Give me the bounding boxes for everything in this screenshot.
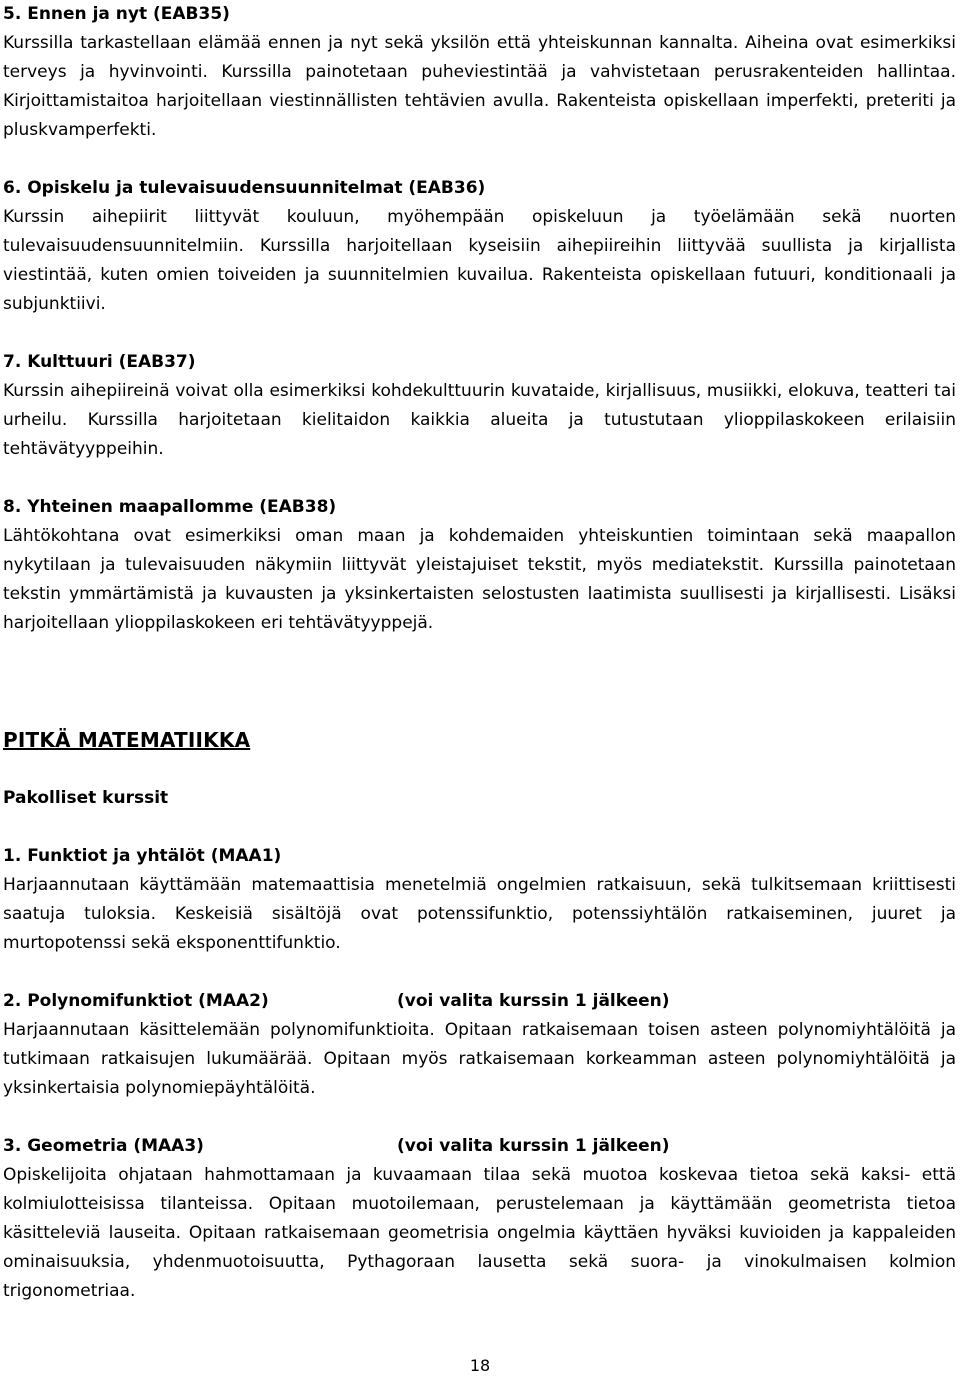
course-heading <box>3 987 956 1016</box>
course-description: Kurssin aihepiireinä voivat olla esimerkiksi kohdekulttuurin kuvataide, kirjallisuus, musiikki, elokuva, teatteri tai urheilu. Kurssilla harjoitetaan kielitaidon kaikkia alueita ja tutustutaan ylioppilaskokeen erilaisiin tehtävätyyppeihin. <box>3 381 956 459</box>
course-heading <box>3 842 956 871</box>
course-heading-note: (voi valita kurssin 1 jälkeen) <box>397 1136 670 1156</box>
course-section-maa2 <box>3 987 956 1103</box>
course-description: Harjaannutaan käyttämään matemaattisia menetelmiä ongelmien ratkaisuun, sekä tulkitsemaan kriittisesti saatuja tuloksia. Keskeisiä sisältöjä ovat potenssifunktio, potenssiyhtälön ratkaiseminen, juuret ja murtopotenssi sekä eksponenttifunktio. <box>3 875 956 953</box>
subject-subtitle: Pakolliset kurssit <box>3 788 169 808</box>
course-heading-title: 3. Geometria (MAA3) <box>3 1136 204 1156</box>
course-heading: 7. Kulttuuri (EAB37) <box>3 352 196 372</box>
spacer <box>3 145 956 174</box>
course-section-eab38 <box>3 493 956 638</box>
page-number: 18 <box>469 1356 491 1375</box>
course-section-eab35 <box>3 0 956 145</box>
spacer <box>3 1103 956 1132</box>
course-section-eab36 <box>3 174 956 319</box>
course-heading: 8. Yhteinen maapallomme (EAB38) <box>3 497 337 517</box>
course-section-maa1 <box>3 842 956 958</box>
course-heading-note: (voi valita kurssin 1 jälkeen) <box>397 991 670 1011</box>
course-section-maa3 <box>3 1132 956 1306</box>
course-description: Opiskelijoita ohjataan hahmottamaan ja kuvaamaan tilaa sekä muotoa koskevaa tietoa sekä kaksi- että kolmiulotteisissa tilanteissa. Opitaan muotoilemaan, perustelemaan ja käyttämään geometrista tietoa käsitteleviä lauseita. Opitaan ratkaisemaan geometrisia ongelmia käyttäen hyväksi kuvioiden ja kappaleiden ominaisuuksia, yhdenmuotoisuutta, Pythagoraan lausetta sekä suora- ja vinokulmaisen kolmion trigonometriaa. <box>3 1165 956 1301</box>
course-description: Kurssilla tarkastellaan elämää ennen ja nyt sekä yksilön että yhteiskunnan kannalta. Aiheina ovat esimerkiksi terveys ja hyvinvointi. Kurssilla painotetaan puheviestintää ja vahvistetaan perusrakenteiden hallintaa. Kirjoittamistaitoa harjoitellaan viestinnällisten tehtävien avulla. Rakenteista opiskellaan imperfekti, preteriti ja pluskvamperfekti. <box>3 33 956 140</box>
course-description: Kurssin aihepiirit liittyvät kouluun, myöhempään opiskeluun ja työelämään sekä nuorten tulevaisuudensuunnitelmiin. Kurssilla harjoitellaan kyseisiin aihepiireihin liittyvää suullista ja kirjallista viestintää, kuten omien toiveiden ja suunnitelmien kuvailua. Rakenteista opiskellaan futuuri, konditionaali ja subjunktiivi. <box>3 207 956 314</box>
course-heading: 5. Ennen ja nyt (EAB35) <box>3 4 230 24</box>
page-content <box>3 0 956 1306</box>
course-heading-title: 1. Funktiot ja yhtälöt (MAA1) <box>3 846 282 866</box>
spacer <box>3 958 956 987</box>
course-heading-title: 2. Polynomifunktiot (MAA2) <box>3 991 269 1011</box>
subject-title: PITKÄ MATEMATIIKKA <box>3 728 251 752</box>
spacer <box>3 813 956 842</box>
course-heading: 6. Opiskelu ja tulevaisuudensuunnitelmat (EAB36) <box>3 178 486 198</box>
course-section-eab37 <box>3 348 956 464</box>
spacer <box>3 464 956 493</box>
spacer <box>3 638 956 725</box>
course-description: Lähtökohtana ovat esimerkiksi oman maan ja kohdemaiden yhteiskuntien toimintaan sekä maapallon nykytilaan ja tulevaisuuden näkymiin liittyvät yleistajuiset tekstit, myös mediatekstit. Kurssilla painotetaan tekstin ymmärtämistä ja kuvausten ja yksinkertaisten selostusten laatimista suullisesti ja kirjallisesti. Lisäksi harjoitellaan ylioppilaskokeen eri tehtävätyyppejä. <box>3 526 956 633</box>
course-description: Harjaannutaan käsittelemään polynomifunktioita. Opitaan ratkaisemaan toisen asteen polynomiyhtälöitä ja tutkimaan ratkaisujen lukumäärää. Opitaan myös ratkaisemaan korkeamman asteen polynomiyhtälöitä ja yksinkertaisia polynomiepäyhtälöitä. <box>3 1020 956 1098</box>
spacer <box>3 319 956 348</box>
course-heading <box>3 1132 956 1161</box>
spacer <box>3 755 956 784</box>
